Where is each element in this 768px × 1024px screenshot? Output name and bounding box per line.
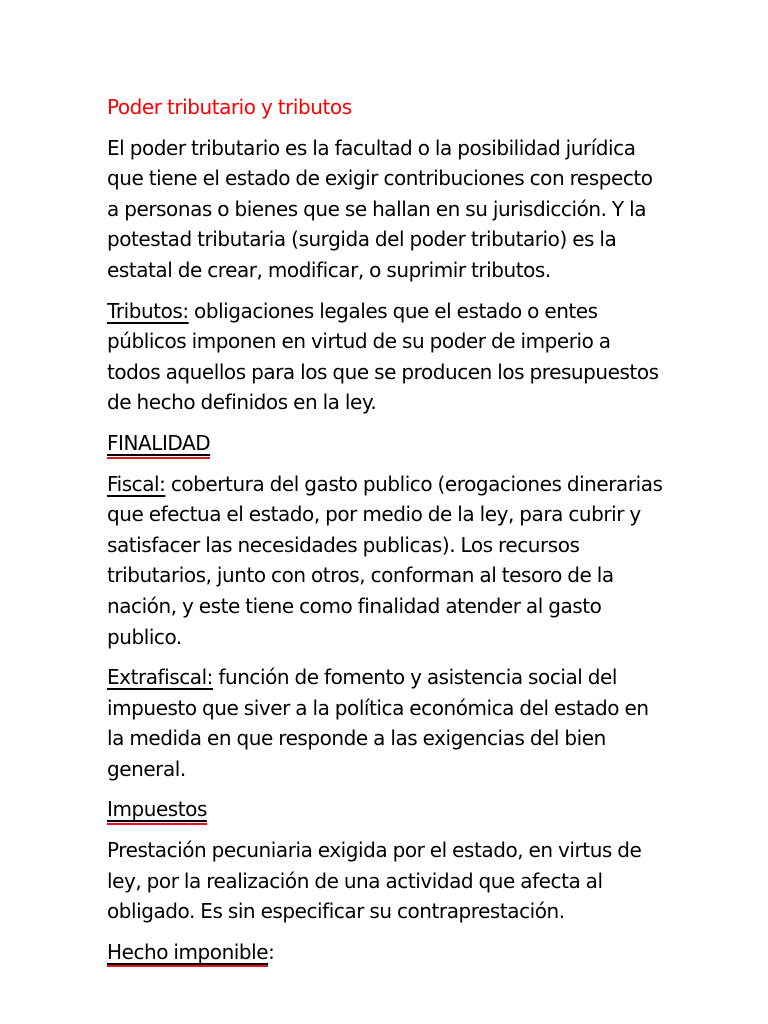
definition-fiscal: cobertura del gasto publico (erogaciones dinerarias que efectua el estado, por medio de la ley, para cubrir y satisfacer las necesidades publicas). Los recursos tributarios, junto con otros, conforman al tesoro de la nación, y este tiene como finalidad atender al gasto publico. (107, 471, 663, 649)
paragraph-impuestos: Prestación pecuniaria exigida por el estado, en virtus de ley, por la realización de una actividad que afecta al obligado. Es sin especificar su contraprestación. (107, 838, 642, 924)
term-extrafiscal: Extrafiscal: (107, 665, 213, 690)
paragraph-extrafiscal (107, 662, 667, 784)
term-tributos: Tributos: (107, 298, 189, 323)
heading-hecho-imponible-colon: : (268, 939, 275, 964)
document-page (107, 92, 667, 977)
heading-finalidad (107, 428, 667, 459)
definition-tributos: obligaciones legales que el estado o entes públicos imponen en virtud de su poder de imperio a todos aquellos para los que se producen los presupuestos de hecho definidos en la ley. (107, 298, 659, 415)
heading-impuestos-text: Impuestos (107, 794, 207, 825)
heading-finalidad-text: FINALIDAD (107, 428, 210, 459)
paragraph-poder-tributario: El poder tributario es la facultad o la posibilidad jurídica que tiene el estado de exigir contribuciones con respecto a personas o bienes que se hallan en su jurisdicción. Y la potestad tributaria (surgida del poder tributario) es la estatal de crear, modificar, o suprimir tributos. (107, 135, 653, 282)
paragraph-tributos (107, 296, 667, 418)
paragraph-fiscal (107, 469, 667, 653)
heading-hecho-imponible (107, 937, 667, 968)
document-title: Poder tributario y tributos (107, 95, 352, 119)
term-fiscal: Fiscal: (107, 471, 166, 496)
heading-impuestos (107, 794, 667, 825)
definition-extrafiscal: función de fomento y asistencia social del impuesto que siver a la política económica del estado en la medida en que responde a las exigencias del bien general. (107, 665, 649, 781)
heading-hecho-imponible-text: Hecho imponible (107, 937, 268, 968)
